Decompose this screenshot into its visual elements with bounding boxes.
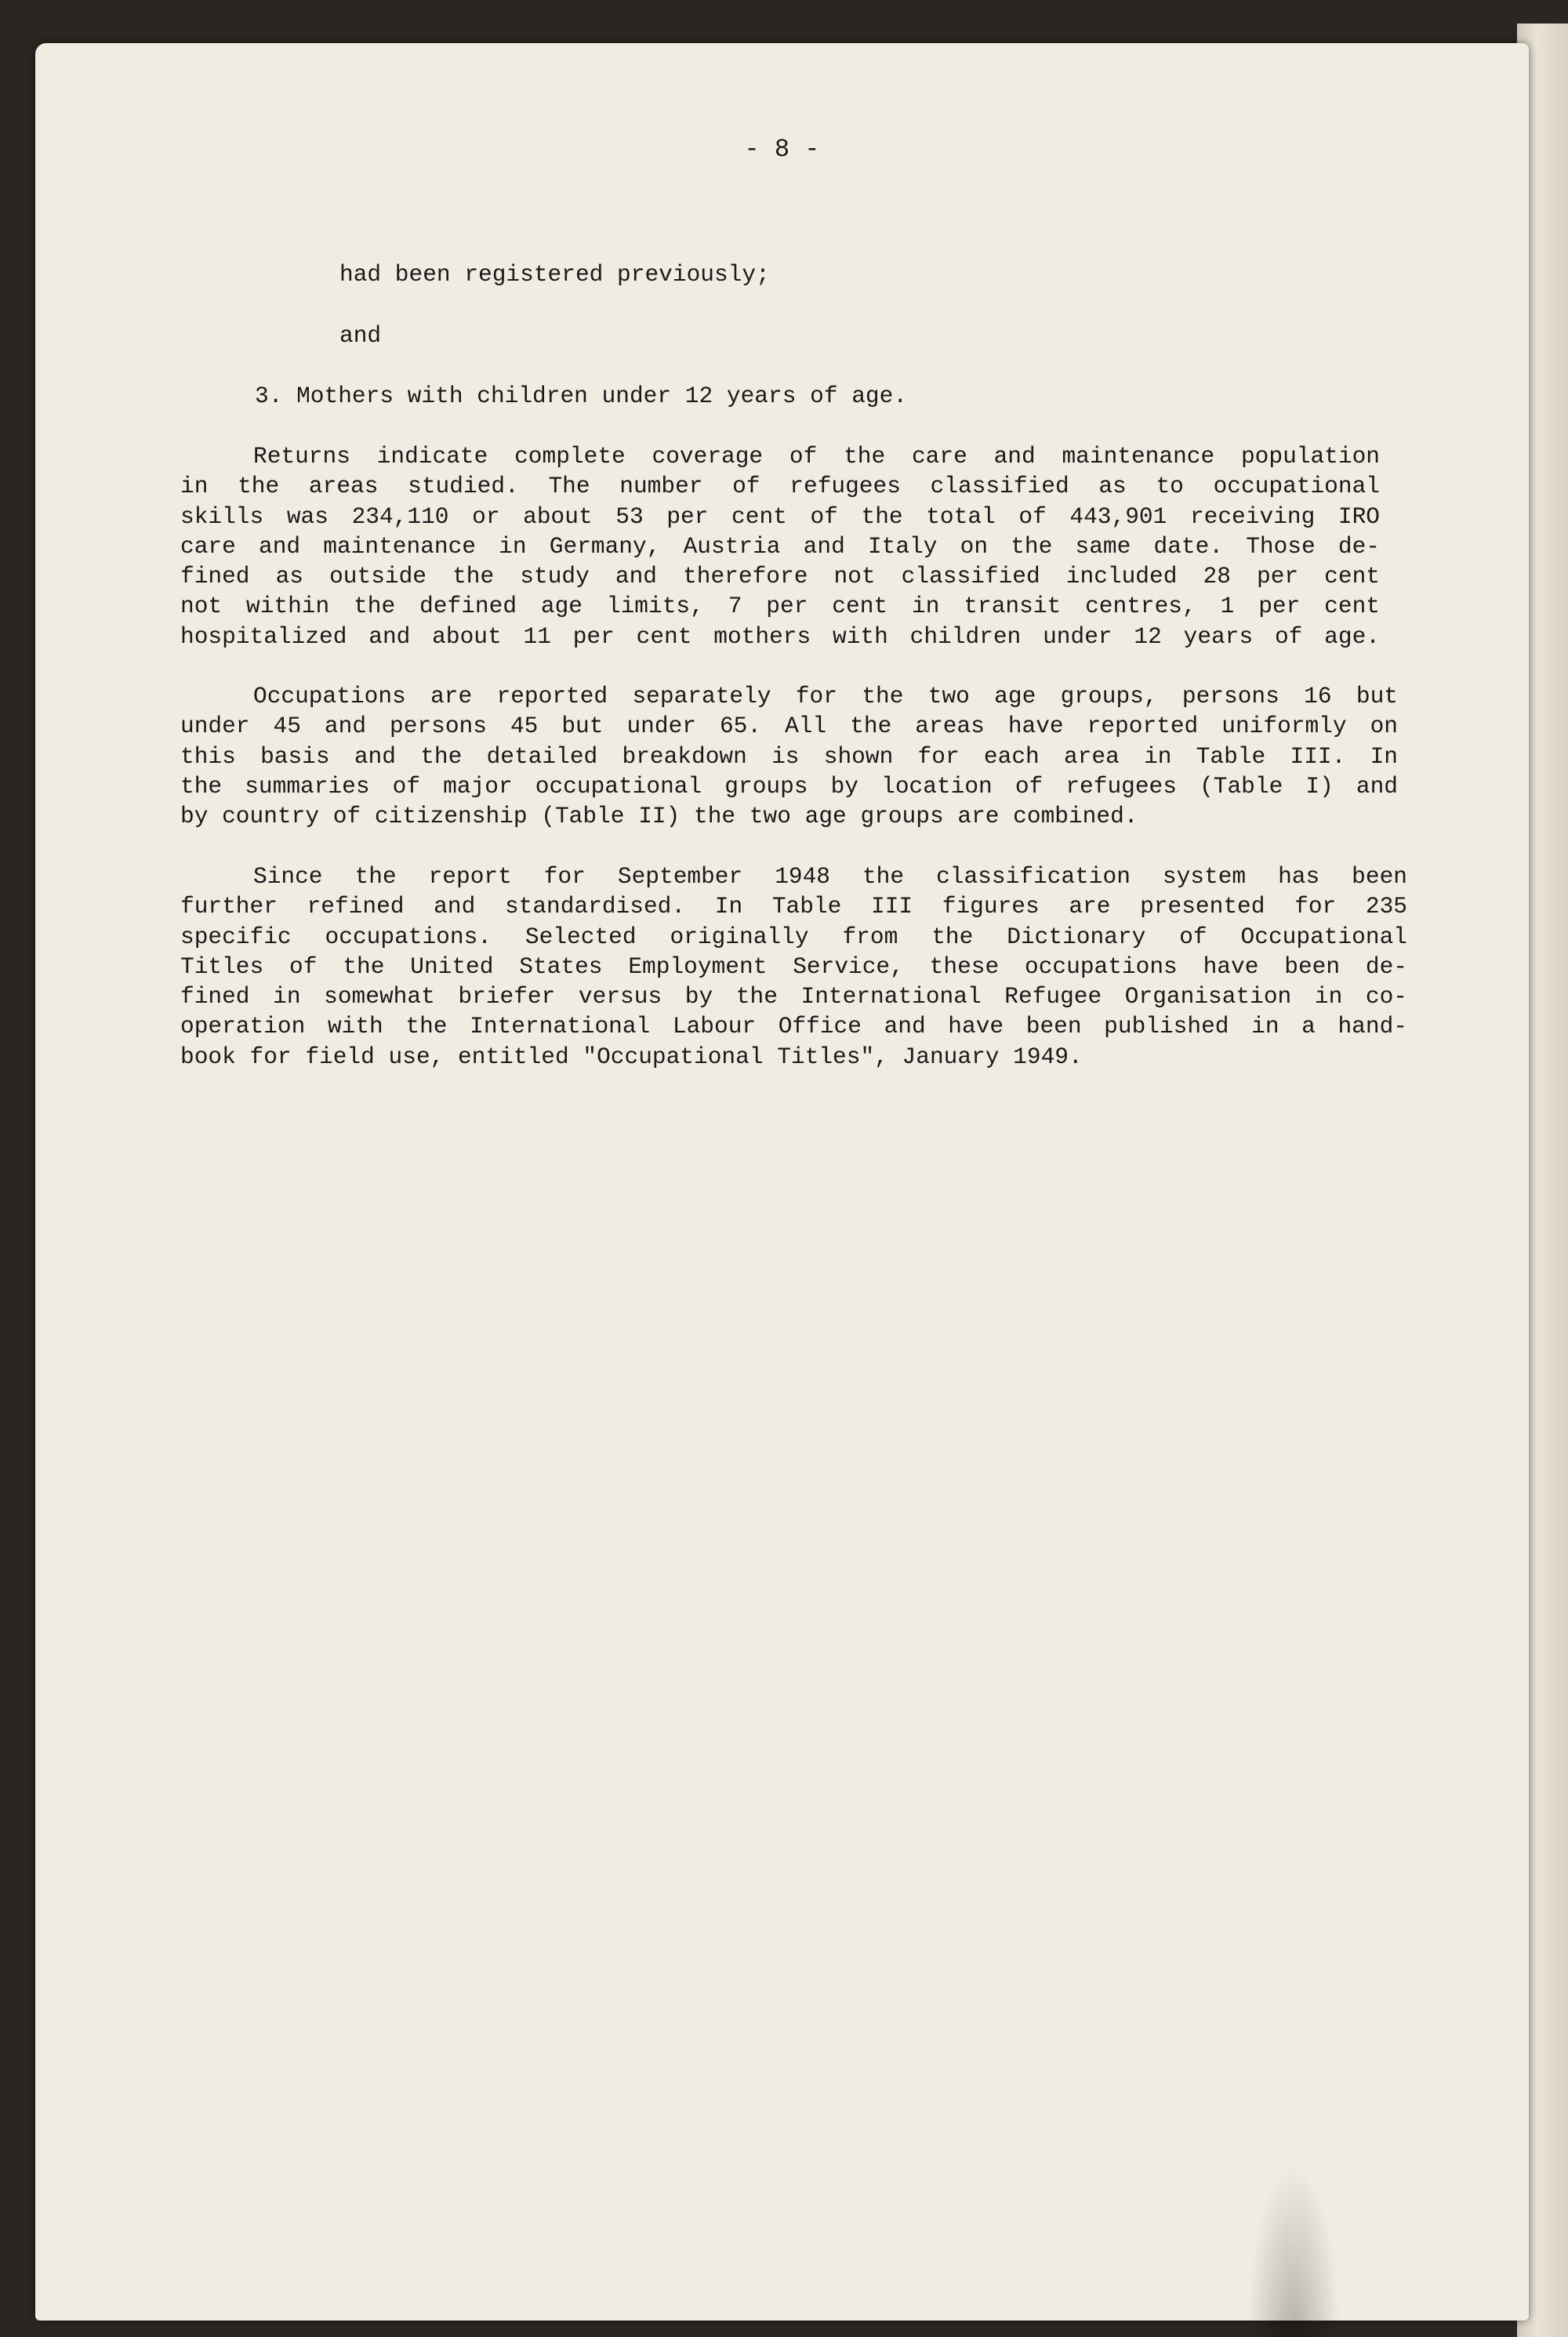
paragraph-line: book for field use, entitled "Occupational Titles", January 1949. <box>180 1043 1083 1070</box>
page-number: - 8 - <box>744 135 820 164</box>
paragraph-line: operation with the International Labour Office and have been published in a hand- <box>180 1013 1407 1040</box>
paragraph-line: Since the report for September 1948 the classification system has been <box>253 863 1407 890</box>
paragraph-line: fined in somewhat briefer versus by the International Refugee Organisation in co- <box>180 983 1407 1011</box>
paragraph-line: Occupations are reported separately for the two age groups, persons 16 but <box>253 683 1398 709</box>
paragraph-line: the summaries of major occupational groups by location of refugees (Table I) and <box>180 772 1398 800</box>
paragraph-line: care and maintenance in Germany, Austria and Italy on the same date. Those de- <box>180 532 1380 560</box>
paragraph-occupations <box>180 681 1398 831</box>
paragraph-line: Titles of the United States Employment Service, these occupations have been de- <box>180 953 1407 980</box>
paragraph-returns <box>180 441 1380 651</box>
paragraph-line: under 45 and persons 45 but under 65. All the areas have reported uniformly on <box>180 713 1398 740</box>
binding-shadow <box>1247 2164 1341 2337</box>
paragraph-line: fined as outside the study and therefore not classified included 28 per cent <box>180 563 1380 590</box>
document-page <box>35 43 1529 2321</box>
paragraph-line: specific occupations. Selected originally from the Dictionary of Occupational <box>180 923 1407 950</box>
paragraph-classification <box>180 862 1407 1072</box>
paragraph-line: further refined and standardised. In Table III figures are presented for 235 <box>180 893 1407 920</box>
paragraph-line: skills was 234,110 or about 53 per cent of the total of 443,901 receiving IRO <box>180 503 1380 530</box>
list-item-3: 3. Mothers with children under 12 years of age. <box>255 383 908 409</box>
paragraph-line: hospitalized and about 11 per cent mothers with children under 12 years of age. <box>180 622 1380 650</box>
paragraph-line: in the areas studied. The number of refugees classified as to occupational <box>180 473 1380 500</box>
paragraph-line: not within the defined age limits, 7 per cent in transit centres, 1 per cent <box>180 593 1380 620</box>
paragraph-line: by country of citizenship (Table II) the two age groups are combined. <box>180 803 1138 830</box>
paragraph-line: this basis and the detailed breakdown is shown for each area in Table III. In <box>180 742 1398 770</box>
continuation-line: had been registered previously; <box>339 261 770 288</box>
and-line: and <box>339 322 382 349</box>
paragraph-line: Returns indicate complete coverage of the care and maintenance population <box>253 443 1380 470</box>
